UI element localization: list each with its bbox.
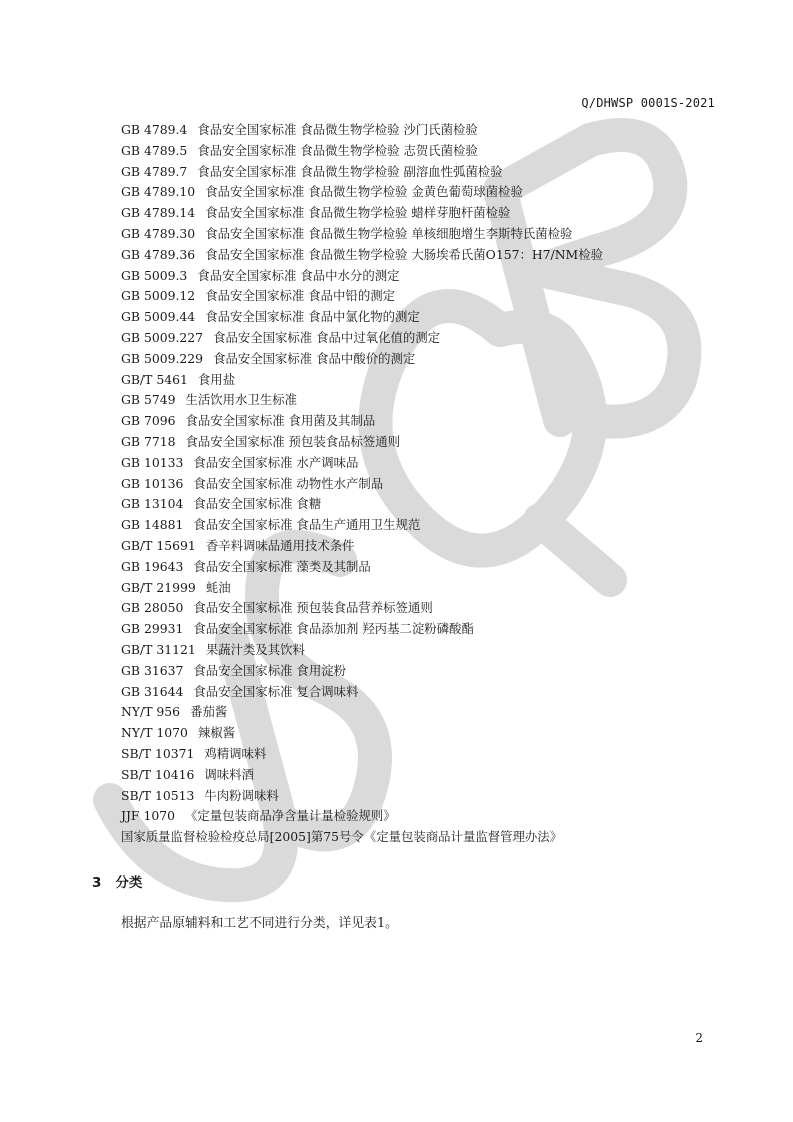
reference-code: GB 4789.5 — [121, 142, 188, 158]
reference-code: GB 7718 — [121, 433, 176, 449]
reference-code: SB/T 10371 — [121, 745, 195, 761]
reference-code: GB 28050 — [121, 600, 184, 616]
reference-title: 香辛料调味品通用技术条件 — [205, 537, 355, 553]
reference-title: 食品安全国家标准 预包装食品营养标签通则 — [193, 600, 433, 616]
reference-item — [121, 786, 721, 807]
reference-title: 食品安全国家标准 食品添加剂 羟丙基二淀粉磷酸酯 — [193, 621, 474, 637]
reference-title: 辣椒酱 — [197, 725, 236, 741]
reference-title: 番茄酱 — [190, 704, 228, 720]
reference-code: GB 5749 — [121, 392, 176, 408]
reference-title: 调味料酒 — [204, 766, 254, 782]
reference-item — [121, 307, 721, 328]
reference-code: GB/T 5461 — [121, 371, 188, 387]
reference-code: GB 19643 — [121, 558, 184, 574]
reference-title: 国家质量监督检验检疫总局[2005]第75号令《定量包装商品计量监督管理办法》 — [121, 829, 563, 845]
reference-item — [121, 245, 721, 266]
reference-item — [121, 640, 721, 661]
reference-title: 鸡精调味料 — [204, 745, 267, 761]
reference-item — [121, 744, 721, 765]
reference-code: GB 4789.30 — [121, 225, 196, 241]
reference-code: GB 5009.229 — [121, 350, 204, 366]
reference-item — [121, 370, 721, 391]
reference-code: GB 10136 — [121, 475, 184, 491]
reference-title: 食品安全国家标准 动物性水产制品 — [193, 475, 384, 491]
document-code: Q/DHWSP 0001S-2021 — [581, 96, 715, 110]
reference-item — [121, 203, 721, 224]
reference-title: 生活饮用水卫生标准 — [185, 392, 297, 408]
reference-item — [121, 806, 721, 827]
section-title: 分类 — [115, 875, 143, 891]
reference-title: 食品安全国家标准 预包装食品标签通则 — [185, 433, 401, 449]
reference-item — [121, 328, 721, 349]
reference-code: GB 29931 — [121, 621, 184, 637]
reference-item — [121, 120, 721, 141]
reference-item — [121, 515, 721, 536]
reference-code: GB 4789.36 — [121, 246, 196, 262]
reference-title: 食品安全国家标准 食糖 — [193, 496, 322, 512]
reference-item — [121, 182, 721, 203]
reference-item — [121, 619, 721, 640]
reference-title: 食品安全国家标准 食品微生物学检验 蜡样芽胞杆菌检验 — [205, 205, 511, 221]
reference-title: 果蔬汁类及其饮料 — [205, 641, 305, 657]
page-number: 2 — [695, 1031, 703, 1045]
reference-item — [121, 474, 721, 495]
reference-item — [121, 494, 721, 515]
reference-item — [121, 390, 721, 411]
reference-title: 《定量包装商品净含量计量检验规则》 — [185, 808, 396, 824]
reference-item — [121, 349, 721, 370]
reference-title: 食品安全国家标准 食品中铅的测定 — [205, 288, 395, 304]
reference-code: GB 4789.4 — [121, 122, 188, 137]
reference-item — [121, 765, 721, 786]
reference-title: 食品安全国家标准 食用菌及其制品 — [185, 413, 376, 429]
reference-code: GB/T 31121 — [121, 641, 196, 657]
reference-code: GB 5009.44 — [121, 309, 196, 325]
section-heading — [92, 871, 142, 891]
section-number: 3 — [92, 875, 102, 891]
reference-item — [121, 661, 721, 682]
reference-item — [121, 827, 721, 848]
reference-code: GB 10133 — [121, 454, 184, 470]
reference-item — [121, 286, 721, 307]
reference-code: GB 4789.14 — [121, 205, 196, 221]
reference-title: 食品安全国家标准 食品微生物学检验 副溶血性弧菌检验 — [197, 163, 503, 179]
reference-code: GB 5009.227 — [121, 329, 204, 345]
reference-title: 食品安全国家标准 食品生产通用卫生规范 — [193, 517, 421, 533]
reference-item — [121, 266, 721, 287]
reference-title: 食品安全国家标准 藻类及其制品 — [193, 558, 371, 574]
reference-title: 食品安全国家标准 水产调味品 — [193, 454, 359, 470]
reference-item — [121, 224, 721, 245]
reference-code: NY/T 1070 — [121, 725, 188, 741]
reference-item — [121, 702, 721, 723]
reference-code: GB 4789.7 — [121, 163, 188, 179]
reference-title: 食用盐 — [197, 371, 236, 387]
reference-item — [121, 141, 721, 162]
reference-code: GB/T 15691 — [121, 537, 196, 553]
reference-code: GB 14881 — [121, 517, 184, 533]
reference-code: JJF 1070 — [121, 808, 176, 824]
reference-item — [121, 723, 721, 744]
reference-code: NY/T 956 — [121, 704, 181, 720]
reference-item — [121, 411, 721, 432]
reference-title: 食品安全国家标准 食品微生物学检验 单核细胞增生李斯特氏菌检验 — [205, 225, 573, 241]
reference-item — [121, 557, 721, 578]
reference-title: 食品安全国家标准 食品中酸价的测定 — [213, 350, 416, 366]
normative-references-list — [121, 120, 721, 848]
reference-code: GB 31644 — [121, 683, 184, 699]
reference-code: GB 4789.10 — [121, 184, 196, 200]
reference-title: 食品安全国家标准 复合调味料 — [193, 683, 359, 699]
section-paragraph: 根据产品原辅料和工艺不同进行分类，详见表1。 — [121, 916, 398, 931]
reference-code: GB/T 21999 — [121, 579, 196, 595]
reference-title: 食品安全国家标准 食品微生物学检验 大肠埃希氏菌O157：H7/NM检验 — [205, 246, 604, 262]
reference-item — [121, 162, 721, 183]
reference-code: GB 7096 — [121, 413, 176, 429]
reference-code: GB 5009.3 — [121, 267, 188, 283]
reference-title: 食品安全国家标准 食品中氯化物的测定 — [205, 309, 420, 325]
reference-title: 食品安全国家标准 食品微生物学检验 金黄色葡萄球菌检验 — [205, 184, 523, 200]
reference-item — [121, 578, 721, 599]
reference-code: SB/T 10513 — [121, 787, 195, 803]
reference-item — [121, 432, 721, 453]
reference-code: GB 5009.12 — [121, 288, 196, 304]
reference-title: 食品安全国家标准 食品中过氧化值的测定 — [213, 329, 441, 345]
reference-item — [121, 598, 721, 619]
reference-title: 蚝油 — [205, 579, 231, 595]
reference-title: 牛肉粉调味料 — [204, 787, 279, 803]
reference-code: GB 13104 — [121, 496, 184, 512]
reference-title: 食品安全国家标准 食品中水分的测定 — [197, 267, 400, 283]
reference-item — [121, 453, 721, 474]
reference-item — [121, 536, 721, 557]
reference-title: 食品安全国家标准 食品微生物学检验 沙门氏菌检验 — [197, 122, 478, 137]
reference-title: 食品安全国家标准 食品微生物学检验 志贺氏菌检验 — [197, 142, 478, 158]
reference-item — [121, 682, 721, 703]
reference-title: 食品安全国家标准 食用淀粉 — [193, 662, 346, 678]
reference-code: GB 31637 — [121, 662, 184, 678]
reference-code: SB/T 10416 — [121, 766, 195, 782]
